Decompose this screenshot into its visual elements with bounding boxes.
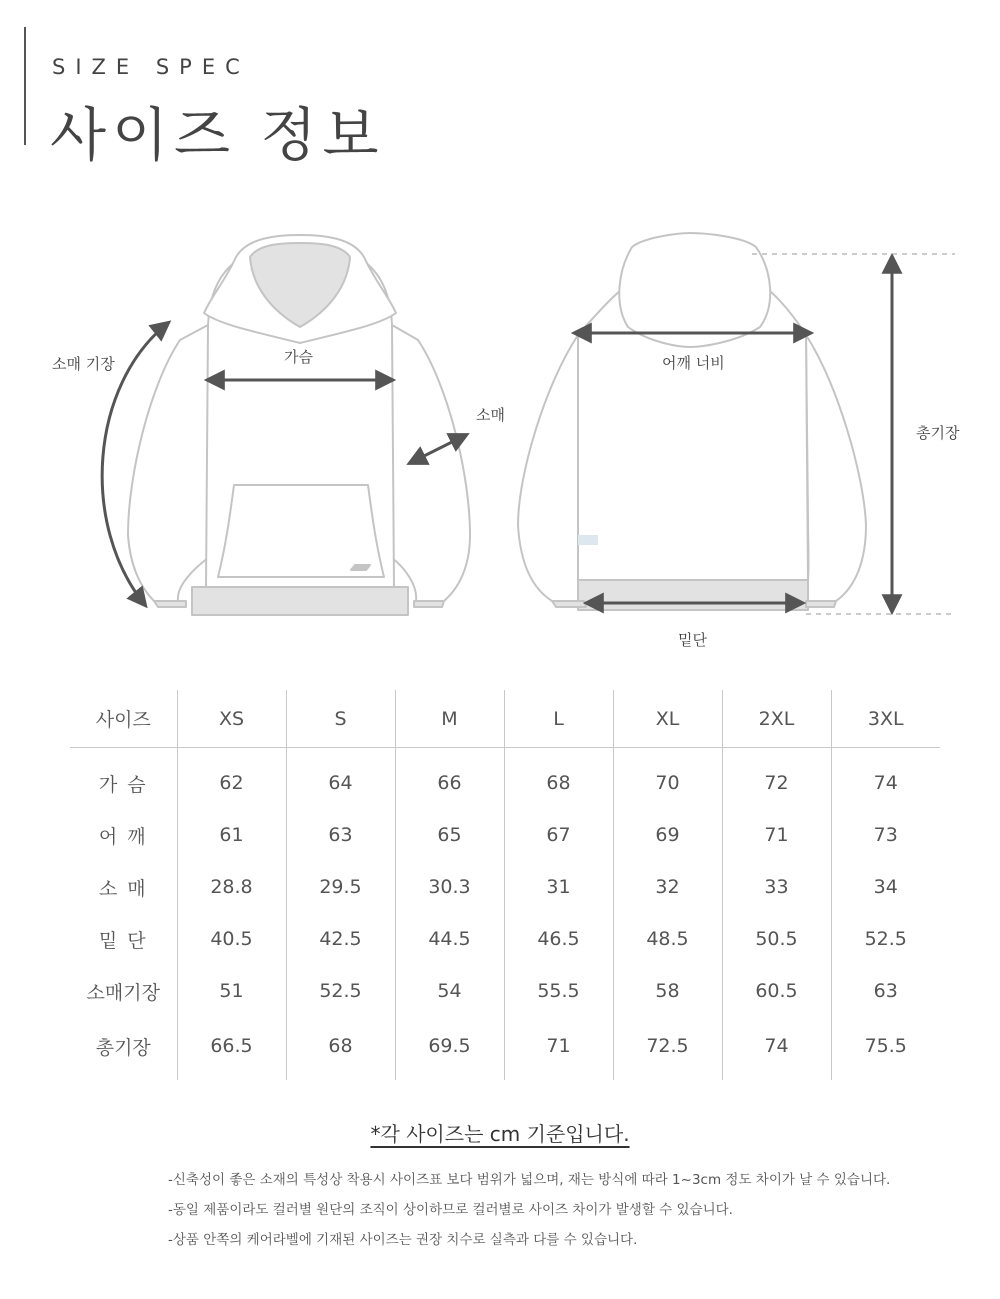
note-line: -신축성이 좋은 소재의 특성상 착용시 사이즈표 보다 범위가 넓으며, 재는 방식에 따라 1~3cm 정도 차이가 날 수 있습니다. [168, 1172, 891, 1188]
table-cell: 61 [177, 809, 286, 861]
table-cell: 70 [613, 748, 722, 810]
disclaimer-notes [168, 1170, 890, 1260]
table-cell: 75.5 [864, 1035, 907, 1057]
table-cell: 68 [286, 1017, 395, 1080]
measurement-unit-note [0, 1118, 1000, 1147]
table-cell: 64 [286, 748, 395, 810]
header-cell-xs: XS [177, 690, 286, 748]
header-cell-size: 사이즈 [70, 690, 177, 748]
table-cell: 66.5 [177, 1017, 286, 1080]
label-sleeve: 소매 [476, 406, 505, 424]
table-cell: 65 [395, 809, 504, 861]
header-cell-3xl: 3XL [831, 690, 940, 748]
label-chest: 가슴 [284, 348, 313, 366]
table-cell: 74 [722, 1017, 831, 1080]
header-cell-m: M [395, 690, 504, 748]
hoodie-back-drawing [518, 233, 866, 610]
label-hem: 밑단 [678, 631, 707, 649]
table-cell: 69.5 [395, 1017, 504, 1080]
label-shoulder-width: 어깨 너비 [662, 354, 725, 372]
table-row-sleeve [70, 861, 940, 913]
header-cell-xl: XL [613, 690, 722, 748]
header-cell-l: L [504, 690, 613, 748]
table-cell: 46.5 [504, 913, 613, 965]
table-cell: 32 [613, 861, 722, 913]
hoodie-illustration [0, 215, 1000, 655]
row-label: 어 깨 [70, 809, 177, 861]
size-spec-table [70, 690, 940, 1080]
table-cell: 51 [177, 965, 286, 1017]
table-row-sleeve-length [70, 965, 940, 1017]
header-cell-s: S [286, 690, 395, 748]
label-sleeve-length: 소매 기장 [52, 355, 115, 373]
table-cell: 54 [395, 965, 504, 1017]
table-cell: 29.5 [286, 861, 395, 913]
table-row-shoulder [70, 809, 940, 861]
table-cell: 33 [722, 861, 831, 913]
table-cell: 72 [722, 748, 831, 810]
table-cell: 52.5 [286, 965, 395, 1017]
table-cell: 30.3 [395, 861, 504, 913]
header-accent-bar [24, 27, 26, 145]
table-cell: 40.5 [177, 913, 286, 965]
table-cell: 71 [722, 809, 831, 861]
measurement-unit-note-text: *각 사이즈는 cm 기준입니다. [370, 1122, 630, 1146]
page-title: 사이즈 정보 [50, 101, 385, 169]
table-cell: 63 [286, 809, 395, 861]
note-line: -동일 제품이라도 컬러별 원단의 조직이 상이하므로 컬러별로 사이즈 차이가 발생할 수 있습니다. [168, 1202, 733, 1218]
table-cell: 44.5 [395, 913, 504, 965]
table-cell: 28.8 [177, 861, 286, 913]
table-cell: 31 [504, 861, 613, 913]
row-label: 소 매 [70, 861, 177, 913]
table-cell: 48.5 [613, 913, 722, 965]
label-total-length: 총기장 [916, 424, 960, 442]
table-cell: 62 [177, 748, 286, 810]
table-row-chest [70, 748, 940, 810]
table-row-total-length [70, 1017, 940, 1080]
table-cell: 63 [873, 980, 898, 1002]
table-cell: 73 [873, 824, 898, 846]
table-cell: 68 [504, 748, 613, 810]
table-cell: 55.5 [504, 965, 613, 1017]
table-cell: 69 [613, 809, 722, 861]
table-cell: 50.5 [722, 913, 831, 965]
table-row-hem [70, 913, 940, 965]
note-line: -상품 안쪽의 케어라벨에 기재된 사이즈는 권장 치수로 실측과 다를 수 있습니다. [168, 1232, 638, 1248]
table-cell: 60.5 [722, 965, 831, 1017]
header-cell-2xl: 2XL [722, 690, 831, 748]
table-cell: 67 [504, 809, 613, 861]
hoodie-front-drawing [128, 235, 470, 615]
table-cell: 52.5 [864, 928, 907, 950]
table-header-row [70, 690, 940, 748]
table-cell: 42.5 [286, 913, 395, 965]
table-cell: 74 [873, 772, 898, 794]
table-cell: 58 [613, 965, 722, 1017]
section-eyebrow: SIZE SPEC [52, 55, 250, 79]
table-cell: 66 [395, 748, 504, 810]
row-label: 밑 단 [70, 913, 177, 965]
table-cell: 34 [873, 876, 898, 898]
row-label: 총기장 [70, 1017, 177, 1080]
row-label: 소매기장 [70, 965, 177, 1017]
table-cell: 71 [504, 1017, 613, 1080]
table-cell: 72.5 [613, 1017, 722, 1080]
row-label: 가 슴 [70, 748, 177, 810]
